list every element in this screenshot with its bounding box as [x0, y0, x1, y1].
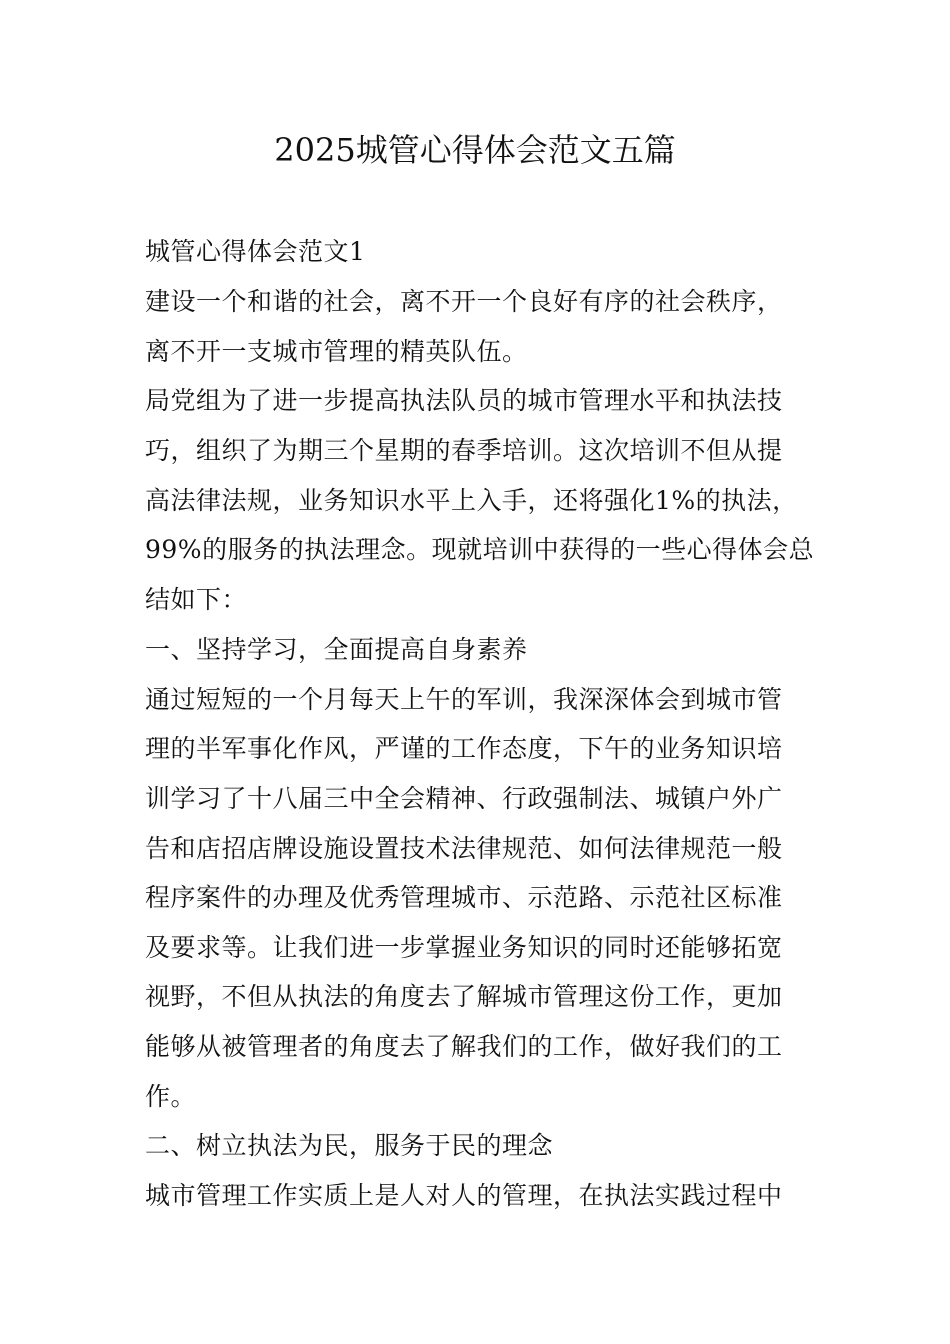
paragraph-line: 告和店招店牌设施设置技术法律规范、如何法律规范一般 [145, 834, 783, 863]
paragraph-line: 巧，组织了为期三个星期的春季培训。这次培训不但从提 [145, 436, 783, 465]
paragraph-line: 结如下： [145, 585, 248, 614]
paragraph-line: 高法律法规，业务知识水平上入手，还将强化1%的执法， [145, 486, 798, 515]
paragraph-line: 建设一个和谐的社会，离不开一个良好有序的社会秩序， [145, 287, 783, 316]
paragraph-line: 通过短短的一个月每天上午的军训，我深深体会到城市管 [145, 685, 783, 714]
section-heading-essay-1: 城管心得体会范文1 [145, 237, 366, 266]
paragraph-line: 99%的服务的执法理念。现就培训中获得的一些心得体会总 [145, 535, 815, 564]
paragraph-line: 局党组为了进一步提高执法队员的城市管理水平和执法技 [145, 386, 783, 415]
paragraph-line: 视野，不但从执法的角度去了解城市管理这份工作，更加 [145, 982, 783, 1011]
paragraph-line: 离不开一支城市管理的精英队伍。 [145, 337, 528, 366]
paragraph-line: 能够从被管理者的角度去了解我们的工作，做好我们的工 [145, 1032, 783, 1061]
paragraph-line: 作。 [145, 1082, 197, 1111]
paragraph-line: 训学习了十八届三中全会精神、行政强制法、城镇户外广 [145, 784, 783, 813]
paragraph-line: 及要求等。让我们进一步掌握业务知识的同时还能够拓宽 [145, 933, 783, 962]
section-heading-two: 二、树立执法为民，服务于民的理念 [145, 1131, 554, 1160]
paragraph-line: 城市管理工作实质上是人对人的管理，在执法实践过程中 [145, 1181, 783, 1210]
paragraph-line: 程序案件的办理及优秀管理城市、示范路、示范社区标准 [145, 883, 783, 912]
paragraph-line: 理的半军事化作风，严谨的工作态度，下午的业务知识培 [145, 734, 783, 763]
document-title: 2025城管心得体会范文五篇 [274, 131, 676, 169]
section-heading-one: 一、坚持学习，全面提高自身素养 [145, 635, 528, 664]
